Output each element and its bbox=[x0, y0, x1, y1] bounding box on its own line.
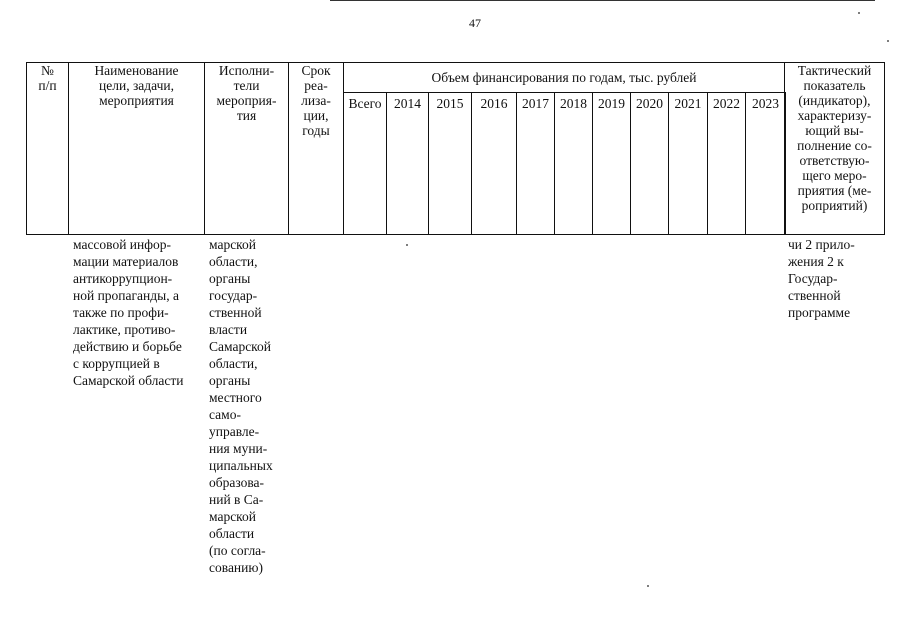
text-line: также по профи- bbox=[73, 305, 169, 320]
text-line: образова- bbox=[209, 475, 265, 490]
text-line: с коррупцией в bbox=[73, 356, 160, 371]
text-line: ответствую- bbox=[799, 153, 870, 168]
text-line: ции, bbox=[303, 108, 329, 123]
text-line: марской bbox=[209, 237, 257, 252]
text-line: Самарской bbox=[209, 339, 272, 354]
text-line: лактике, противо- bbox=[73, 322, 176, 337]
text-line: действию и борьбе bbox=[73, 339, 182, 354]
header-funding-col: 2020 bbox=[630, 92, 669, 235]
text-line: жения 2 к bbox=[788, 254, 844, 269]
text-line: п/п bbox=[38, 78, 57, 93]
scan-speck bbox=[858, 12, 860, 14]
text-line: ципальных bbox=[209, 458, 273, 473]
text-line: характеризу- bbox=[797, 108, 872, 123]
text-line: ственной bbox=[209, 305, 262, 320]
header-funding-col: 2018 bbox=[554, 92, 593, 235]
header-name bbox=[68, 62, 205, 235]
header-funding-col: 2016 bbox=[471, 92, 517, 235]
text-line: массовой инфор- bbox=[73, 237, 172, 252]
text-line: показатель bbox=[803, 78, 866, 93]
page-number: 47 bbox=[469, 16, 481, 30]
text-line: управле- bbox=[209, 424, 260, 439]
text-line: программе bbox=[788, 305, 851, 320]
header-funding-col: 2014 bbox=[386, 92, 429, 235]
text-line: Самарской области bbox=[73, 373, 184, 388]
text-line: чи 2 прило- bbox=[788, 237, 855, 252]
header-funding-col: 2021 bbox=[668, 92, 708, 235]
text-line: Срок bbox=[301, 63, 331, 78]
scan-speck bbox=[887, 40, 889, 42]
header-funding-col: 2022 bbox=[707, 92, 746, 235]
row-executors bbox=[209, 236, 273, 576]
header-executors bbox=[204, 62, 289, 235]
text-line: (по согла- bbox=[209, 543, 266, 558]
text-line: полнение со- bbox=[797, 138, 872, 153]
text-line: лиза- bbox=[301, 93, 331, 108]
row-name bbox=[73, 236, 184, 389]
text-line: мации материалов bbox=[73, 254, 179, 269]
text-line: области, bbox=[209, 356, 258, 371]
text-line: мероприя- bbox=[216, 93, 277, 108]
text-line: ний в Са- bbox=[209, 492, 264, 507]
top-rule bbox=[330, 0, 875, 1]
header-funding-title: Объем финансирования по годам, тыс. рублей bbox=[343, 62, 785, 93]
header-funding-col: Всего bbox=[343, 92, 387, 235]
text-line: государ- bbox=[209, 288, 258, 303]
text-line: Наименование bbox=[94, 63, 179, 78]
text-line: (индикатор), bbox=[798, 93, 871, 108]
text-line: ной пропаганды, а bbox=[73, 288, 179, 303]
text-line: приятия (ме- bbox=[797, 183, 872, 198]
text-line: местного bbox=[209, 390, 262, 405]
header-term bbox=[288, 62, 344, 235]
header-funding-col: 2017 bbox=[516, 92, 555, 235]
text-line: органы bbox=[209, 271, 251, 286]
text-line: реа- bbox=[304, 78, 328, 93]
text-line: Исполни- bbox=[218, 63, 275, 78]
text-line: Государ- bbox=[788, 271, 838, 286]
header-funding-col: 2019 bbox=[592, 92, 631, 235]
text-line: сованию) bbox=[209, 560, 263, 575]
text-line: само- bbox=[209, 407, 241, 422]
scan-speck bbox=[647, 585, 649, 587]
text-line: тия bbox=[236, 108, 257, 123]
text-line: годы bbox=[302, 123, 330, 138]
text-line: ющий вы- bbox=[805, 123, 864, 138]
text-line: области, bbox=[209, 254, 258, 269]
header-funding-col: 2023 bbox=[745, 92, 786, 235]
text-line: ственной bbox=[788, 288, 841, 303]
text-line: щего меро- bbox=[802, 168, 867, 183]
text-line: марской bbox=[209, 509, 257, 524]
row-indicator bbox=[788, 236, 855, 321]
text-line: органы bbox=[209, 373, 251, 388]
header-indicator bbox=[784, 62, 885, 235]
header-num bbox=[26, 62, 69, 235]
text-line: власти bbox=[209, 322, 248, 337]
text-line: мероприятия bbox=[99, 93, 174, 108]
text-line: Тактический bbox=[797, 63, 872, 78]
text-line: ния муни- bbox=[209, 441, 268, 456]
text-line: антикоррупцион- bbox=[73, 271, 173, 286]
scan-speck bbox=[406, 244, 408, 246]
header-funding-col: 2015 bbox=[428, 92, 472, 235]
text-line: области bbox=[209, 526, 255, 541]
text-line: цели, задачи, bbox=[99, 78, 174, 93]
text-line: № bbox=[41, 63, 54, 78]
text-line: тели bbox=[233, 78, 260, 93]
text-line: роприятий) bbox=[801, 198, 868, 213]
